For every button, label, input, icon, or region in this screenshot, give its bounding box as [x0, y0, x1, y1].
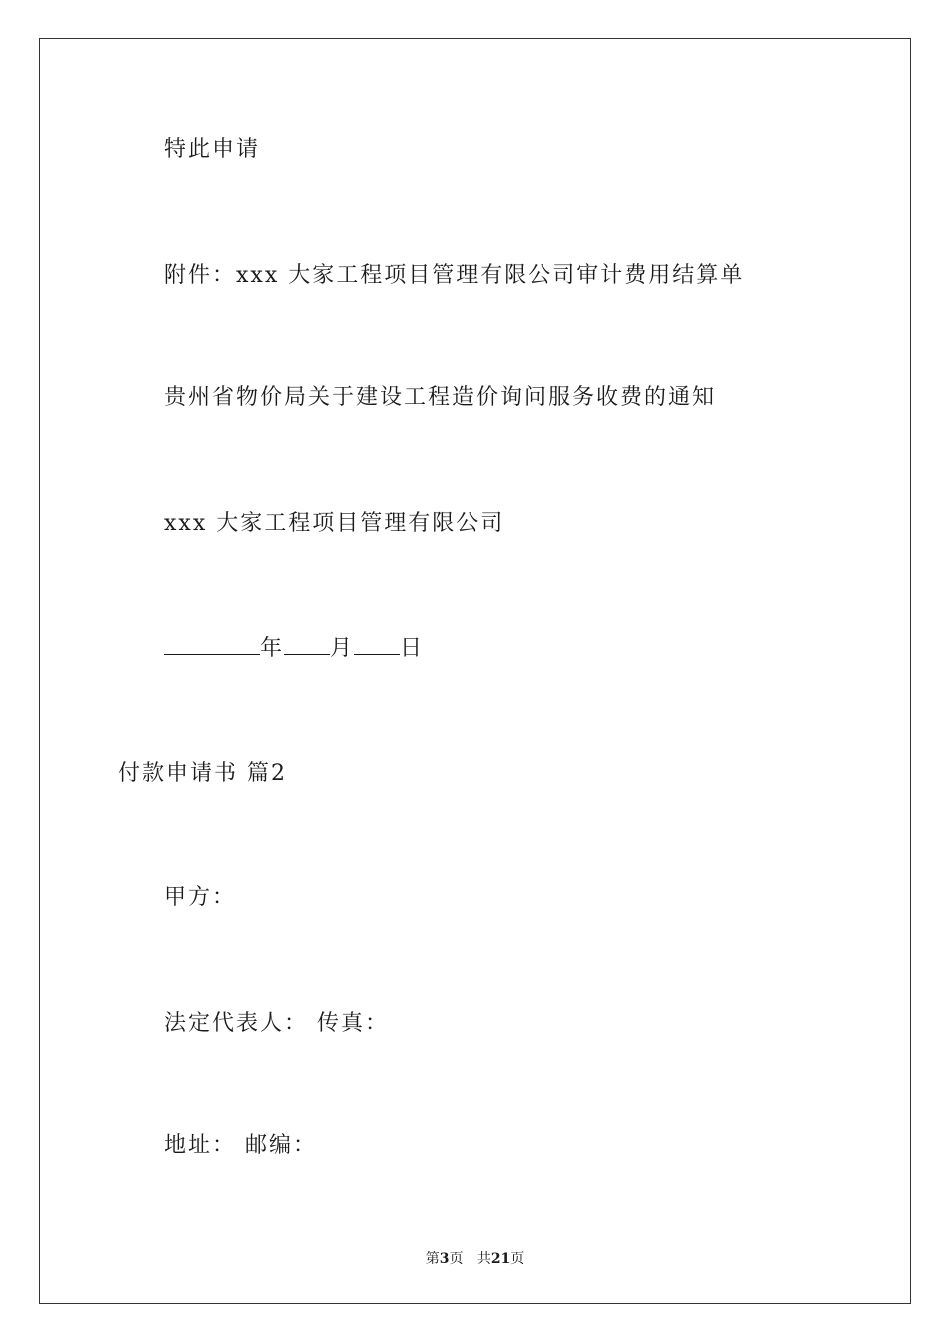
year-label: 年	[260, 636, 285, 661]
text-legal-rep: 法定代表人： 传真：	[164, 1011, 389, 1036]
month-blank	[284, 634, 330, 655]
footer-total-unit: 页	[510, 1251, 525, 1267]
current-page-number: 3	[439, 1251, 450, 1267]
text-address: 地址： 邮编：	[164, 1133, 317, 1158]
page-footer	[0, 1248, 950, 1268]
year-blank	[164, 634, 260, 655]
footer-total-prefix: 共	[476, 1251, 491, 1267]
date-line	[164, 634, 424, 663]
text-notice: 贵州省物价局关于建设工程造价询问服务收费的通知	[164, 385, 717, 410]
text-company: xxx 大家工程项目管理有限公司	[164, 511, 505, 536]
month-label: 月	[330, 636, 355, 661]
total-pages-number: 21	[490, 1251, 511, 1267]
day-blank	[354, 634, 400, 655]
text-closing: 特此申请	[164, 137, 261, 162]
footer-page-unit: 页	[449, 1251, 464, 1267]
text-party-a: 甲方：	[164, 885, 237, 910]
text-attachment: 附件：xxx 大家工程项目管理有限公司审计费用结算单	[164, 263, 745, 288]
page-frame	[39, 38, 911, 1304]
section-title: 付款申请书 篇2	[118, 761, 287, 786]
footer-prefix: 第	[425, 1251, 440, 1267]
day-label: 日	[400, 636, 425, 661]
